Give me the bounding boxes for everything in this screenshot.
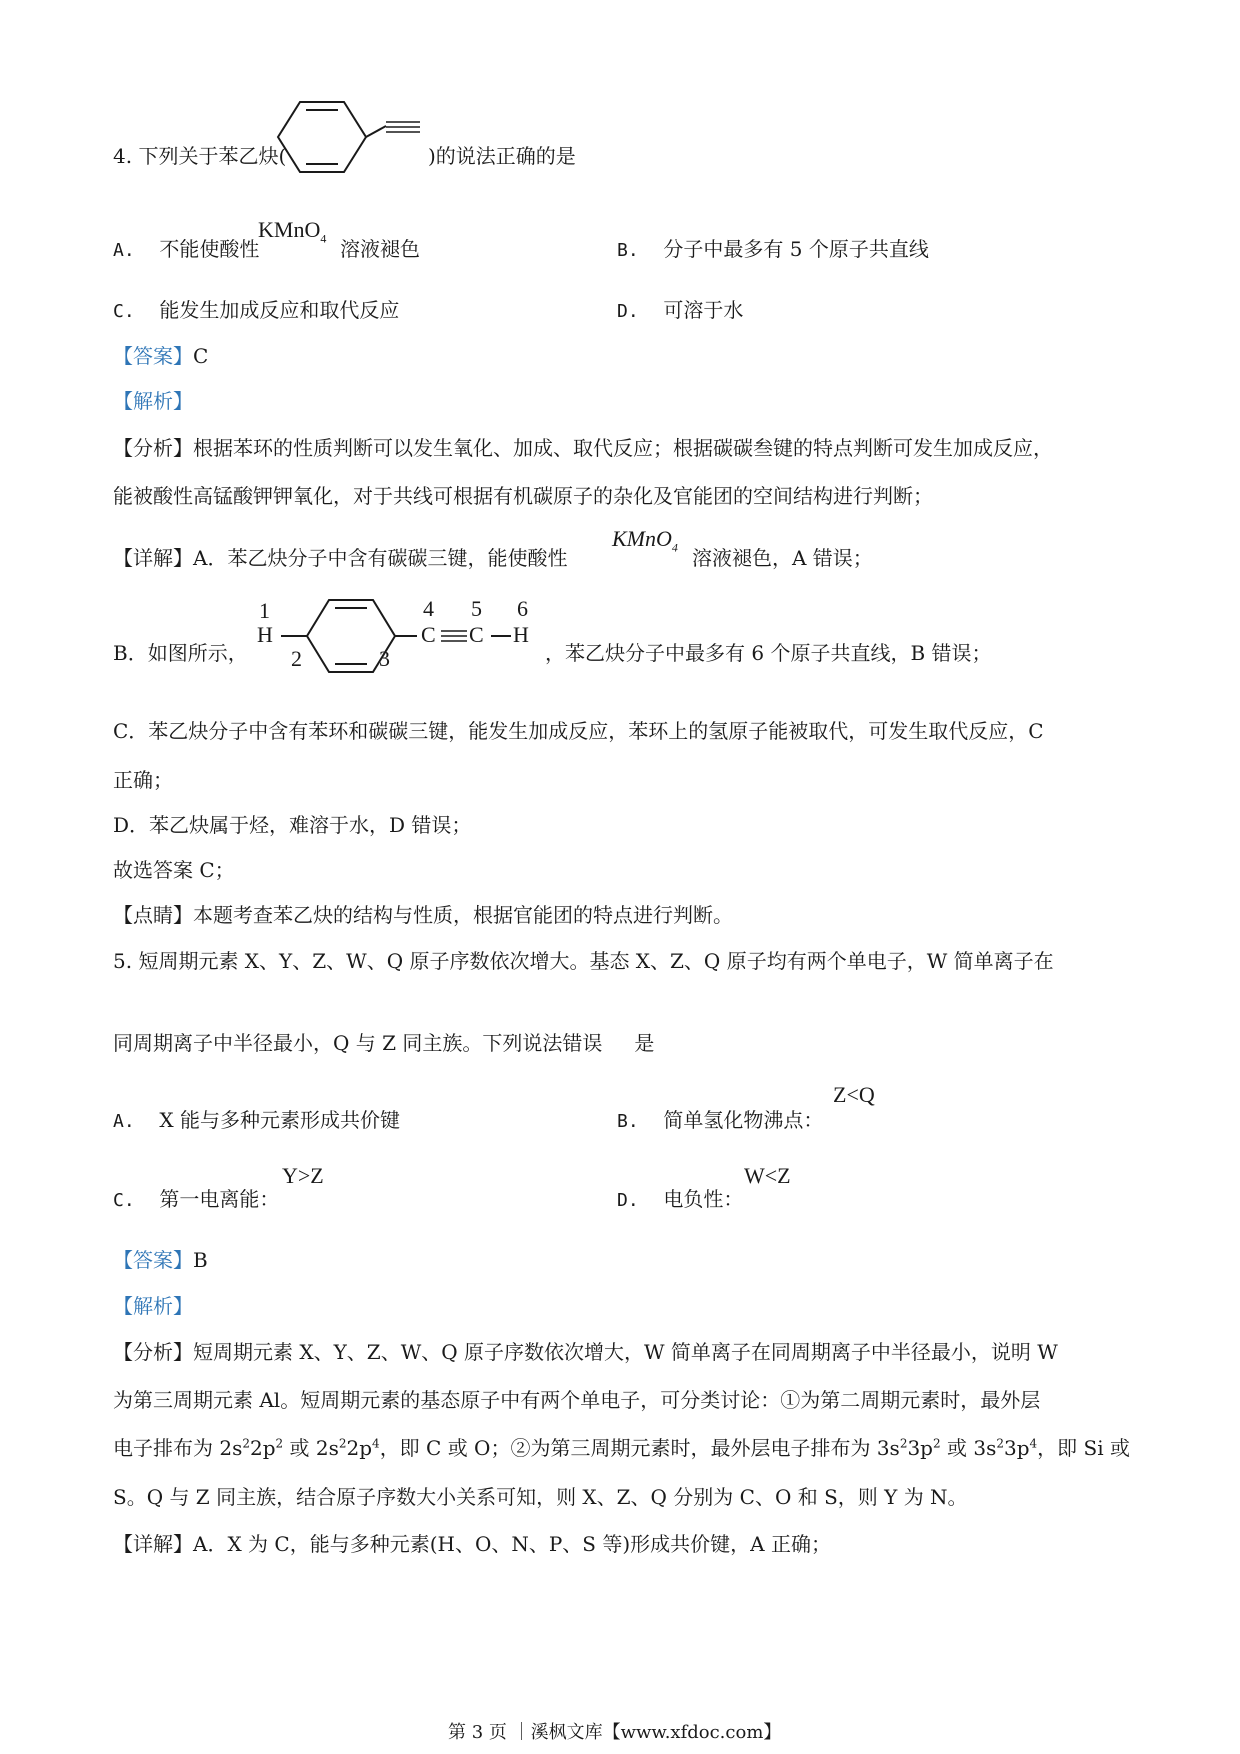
q4-option-b (617, 233, 929, 262)
q5-fenxi-line1: 【分析】短周期元素 X、Y、Z、W、Q 原子序数依次增大，W 简单离子在同周期离子中半径最小，说明 W (113, 1340, 1058, 1364)
q5-option-c (113, 1183, 279, 1212)
q4-option-a-text-post: 溶液褪色 (340, 237, 420, 261)
page-footer: 第 3 页 ｜溪枫文库【www.xfdoc.com】 (448, 1722, 782, 1743)
q4-stem-suffix: )的说法正确的是 (428, 144, 576, 168)
atom-c4: C (421, 622, 436, 647)
q5-answer-value: B (193, 1248, 208, 1272)
q4-option-b-label: B. (617, 240, 639, 261)
q5-answer (113, 1244, 208, 1273)
q4-option-a (113, 233, 259, 262)
numbered-structure-diagram (255, 592, 545, 680)
q5-fenxi-line3: 电子排布为 $2s^22p^2$ 或 $2s^22p^4$，即 C 或 O；②为第三周期元素时，最外层电子排布为 $3s^23p^2$ 或 $3s^23p^4$，即 Si 或 (113, 1436, 1130, 1460)
q5-option-c-text: 第一电离能： (159, 1187, 280, 1211)
q4-detail-b-pre: B．如图所示， (113, 641, 248, 665)
q5-option-c-formula: Y>Z (282, 1163, 324, 1188)
q4-option-a-formula: KMnO$_4$ (258, 217, 327, 246)
q5-stem-line2-text: 同周期离子中半径最小，Q 与 Z 同主族。下列说法错误 (113, 1031, 603, 1055)
atom-number-1: 1 (259, 598, 270, 623)
q4-option-c (113, 294, 399, 323)
atom-number-3: 3 (379, 646, 390, 671)
atom-h-right: H (513, 622, 529, 647)
q4-fenxi-line2: 能被酸性高锰酸钾钾氧化，对于共线可根据有机碳原子的杂化及官能团的空间结构进行判断； (113, 484, 933, 508)
q5-option-d (617, 1183, 743, 1212)
q4-detail-c-line2: 正确； (113, 768, 173, 792)
q5-option-d-label: D. (617, 1190, 639, 1211)
q4-answer (113, 340, 208, 369)
q4-detail-a-pre: 【详解】A．苯乙炔分子中含有碳碳三键，能使酸性 (113, 546, 568, 570)
q5-option-b-formula: Z<Q (833, 1082, 875, 1107)
atom-number-6: 6 (517, 596, 528, 621)
phenylacetylene-structure-icon (268, 96, 428, 178)
q5-option-d-formula: W<Z (744, 1163, 791, 1188)
q5-analysis-tag: 【解析】 (113, 1294, 193, 1318)
q5-fenxi-line2: 为第三周期元素 Al。短周期元素的基态原子中有两个单电子，可分类讨论：①为第二周期元素时，最外层 (113, 1388, 1041, 1412)
q4-option-d (617, 294, 743, 323)
q5-stem-line2-end: 是 (634, 1031, 655, 1055)
q4-option-b-text: 分子中最多有 5 个原子共直线 (663, 237, 929, 261)
q4-detail-a-formula: KMnO$_4$ (612, 526, 678, 555)
atom-number-5: 5 (471, 596, 482, 621)
q4-option-c-text: 能发生加成反应和取代反应 (159, 298, 400, 322)
q4-option-d-text: 可溶于水 (663, 298, 744, 322)
atom-number-2: 2 (291, 646, 302, 671)
q4-answer-tag: 【答案】 (113, 344, 193, 368)
q5-option-b-text: 简单氢化物沸点： (663, 1108, 824, 1132)
q5-option-c-label: C. (113, 1190, 135, 1211)
q5-option-b-label: B. (617, 1111, 639, 1132)
q4-fenxi-line1: 【分析】根据苯环的性质判断可以发生氧化、加成、取代反应；根据碳碳叁键的特点判断可发生加成反应， (113, 436, 1053, 460)
q5-stem-line1: 5. 短周期元素 X、Y、Z、W、Q 原子序数依次增大。基态 X、Z、Q 原子均有两个单电子，W 简单离子在 (113, 949, 1054, 973)
atom-number-4: 4 (423, 596, 434, 621)
q5-detail-a: 【详解】A．X 为 C，能与多种元素(H、O、N、P、S 等)形成共价键，A 正确； (113, 1532, 831, 1556)
q4-stem (113, 140, 286, 169)
q5-option-a (113, 1104, 400, 1133)
q5-option-a-text: X 能与多种元素形成共价键 (159, 1108, 401, 1132)
atom-h-left: H (257, 622, 273, 647)
q4-detail-d: D．苯乙炔属于烃，难溶于水，D 错误； (113, 813, 472, 837)
q4-detail-c-line1: C．苯乙炔分子中含有苯环和碳碳三键，能发生加成反应，苯环上的氢原子能被取代，可发生取代反应，C (113, 719, 1044, 743)
q5-answer-tag: 【答案】 (113, 1248, 193, 1272)
q5-stem-line2 (113, 1027, 654, 1056)
q4-detail-a (113, 542, 567, 571)
q4-option-c-label: C. (113, 301, 135, 322)
q4-option-a-label: A. (113, 240, 135, 261)
q4-detail-b-post: ，苯乙炔分子中最多有 6 个原子共直线，B 错误； (545, 641, 992, 665)
q4-detail-a-post: 溶液褪色，A 错误； (692, 546, 873, 570)
q4-stem-prefix: 4. 下列关于苯乙炔( (113, 144, 287, 168)
q5-option-b (617, 1104, 823, 1133)
q4-analysis-tag: 【解析】 (113, 389, 193, 413)
q5-option-d-text: 电负性： (663, 1187, 744, 1211)
q4-option-d-label: D. (617, 301, 639, 322)
q4-dianjing: 【点睛】本题考查苯乙炔的结构与性质，根据官能团的特点进行判断。 (113, 903, 733, 927)
q4-answer-value: C (193, 344, 209, 368)
q5-fenxi-line4: S。Q 与 Z 同主族，结合原子序数大小关系可知，则 X、Z、Q 分别为 C、O 和 S，则 Y 为 N。 (113, 1485, 968, 1509)
q4-option-a-text-pre: 不能使酸性 (159, 237, 260, 261)
q5-option-a-label: A. (113, 1111, 135, 1132)
q4-conclusion: 故选答案 C； (113, 858, 235, 882)
atom-c5: C (469, 622, 484, 647)
